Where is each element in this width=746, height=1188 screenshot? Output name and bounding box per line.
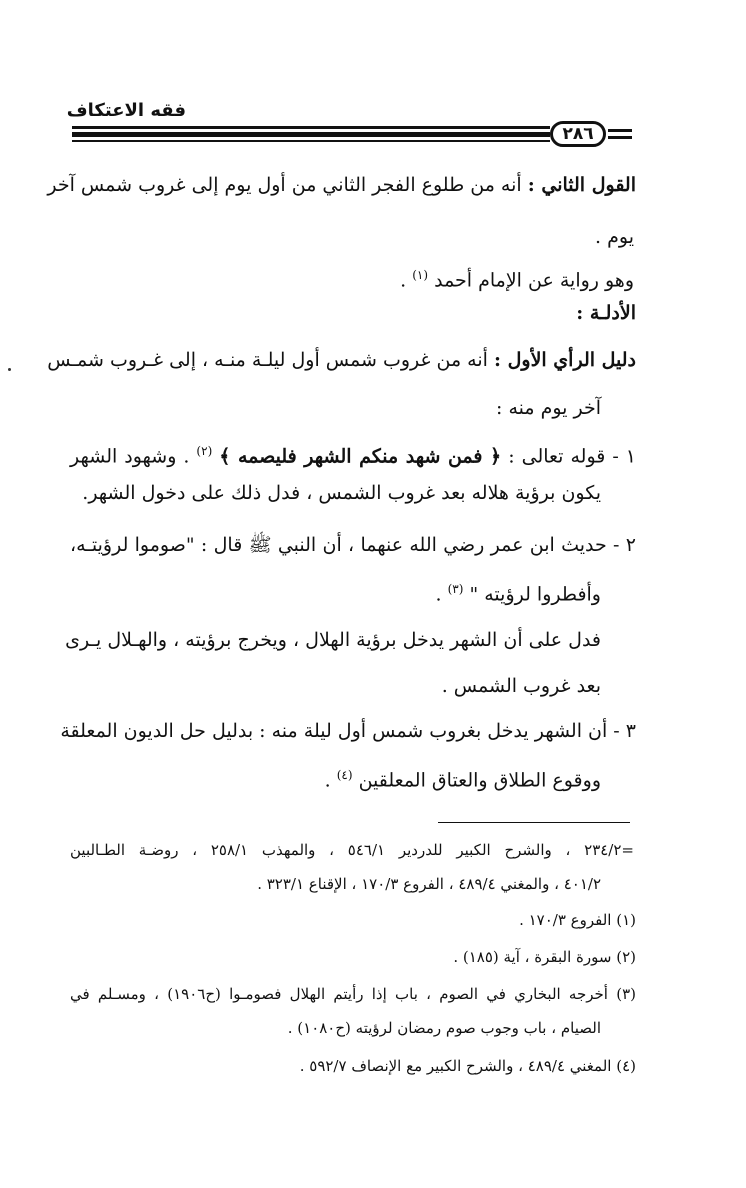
paragraph-line: [595, 222, 634, 252]
text-span: . وشهود الشهر: [70, 445, 190, 468]
footnote-4: [300, 1054, 636, 1078]
list-item-2-cont: [435, 574, 601, 609]
text-span: يوم .: [595, 226, 634, 248]
text-span: وأفطروا لرؤيته ": [469, 583, 601, 606]
footnote-text: (٣) أخرجه البخاري في الصوم ، باب إذا رأيتم الهلال فصومـوا (ح١٩٠٦) ، ومسـلم في: [70, 985, 636, 1003]
header-rule: [72, 132, 550, 137]
paragraph-line: [47, 345, 636, 375]
footnote-text: ٤٠١/٢ ، والمغني ٤٨٩/٤ ، الفروع ١٧٠/٣ ، الإقناع ٣٢٣/١ .: [257, 875, 601, 893]
footnote-2: [453, 945, 636, 969]
scan-speck: [8, 368, 11, 371]
text-span: ٣ - أن الشهر يدخل بغروب شمس أول ليلة منه : بدليل حل الديون المعلقة: [60, 720, 636, 742]
header-ornament: [608, 129, 632, 132]
footnote-3-cont: [288, 1016, 601, 1040]
text-span: آخر يوم منه :: [496, 397, 601, 419]
text-span: أنه من غروب شمس أول ليلـة منـه ، إلى غـروب شمـس: [47, 349, 488, 371]
header-rule: [72, 140, 550, 142]
text-span: ١ - قوله تعالى :: [508, 445, 636, 468]
text-span: فدل على أن الشهر يدخل برؤية الهلال ، ويخرج برؤيته ، والهـلال يـرى: [65, 629, 601, 651]
footnote-text: (١) الفروع ١٧٠/٣ .: [519, 911, 636, 929]
paragraph-line: [496, 393, 601, 423]
footnote-continuation: [70, 838, 634, 862]
paragraph-line: [400, 260, 634, 295]
footnote-1: [519, 908, 636, 932]
footnote-3: [70, 982, 636, 1006]
text-span: يكون برؤية هلاله بعد غروب الشمس ، فدل ذلك على دخول الشهر.: [82, 482, 601, 504]
list-item-3-cont: [325, 760, 601, 795]
paragraph-line: [65, 625, 601, 655]
text-span: ووقوع الطلاق والعتاق المعلقين: [358, 769, 601, 792]
bold-label: دليل الرأي الأول :: [493, 349, 636, 371]
list-item-2: [70, 530, 636, 560]
text-span: ٢ - حديث ابن عمر رضي الله عنهما ، أن النبي ﷺ قال : "صوموا لرؤيتـه،: [70, 534, 636, 556]
text-span: .: [400, 269, 407, 292]
footnote-continuation: [257, 872, 601, 896]
section-heading: [576, 298, 636, 328]
running-header-title: فقه الاعتكاف: [66, 100, 186, 121]
footnote-ref: (١): [412, 268, 429, 282]
footnote-ref: (٤): [336, 768, 353, 782]
footnote-text: =٢٣٤/٢ ، والشرح الكبير للدردير ٥٤٦/١ ، والمهذب ٢٥٨/١ ، روضـة الطـالبين: [70, 841, 634, 859]
text-span: أنه من طلوع الفجر الثاني من أول يوم إلى غروب شمس آخر: [47, 174, 522, 196]
quran-verse: ﴿ فمن شهد منكم الشهر فليصمه ﴾: [219, 445, 502, 468]
footnote-ref: (٢): [196, 444, 213, 458]
footnote-text: (٤) المغني ٤٨٩/٤ ، والشرح الكبير مع الإنصاف ٥٩٢/٧ .: [299, 1057, 636, 1075]
page-number: ٢٨٦: [562, 124, 594, 144]
footnote-ref: (٣): [447, 582, 464, 596]
page-number-badge: [550, 121, 606, 147]
heading-text: الأدلـة :: [576, 302, 636, 324]
text-span: .: [324, 769, 331, 792]
list-item-1-cont: [82, 478, 601, 508]
text-span: .: [435, 583, 442, 606]
header-rule: [72, 126, 550, 129]
footnote-text: (٢) سورة البقرة ، آية (١٨٥) .: [453, 948, 636, 966]
bold-label: القول الثاني :: [527, 174, 636, 196]
footnote-separator: [438, 822, 630, 823]
paragraph-line: [442, 671, 601, 701]
list-item-3: [60, 716, 636, 746]
paragraph-line: [47, 170, 636, 200]
text-span: بعد غروب الشمس .: [441, 675, 601, 697]
list-item-1: [70, 436, 636, 471]
footnote-text: الصيام ، باب وجوب صوم رمضان لرؤيته (ح١٠٨٠) .: [287, 1019, 601, 1037]
text-span: وهو رواية عن الإمام أحمد: [434, 269, 634, 292]
header-ornament: [608, 136, 632, 139]
